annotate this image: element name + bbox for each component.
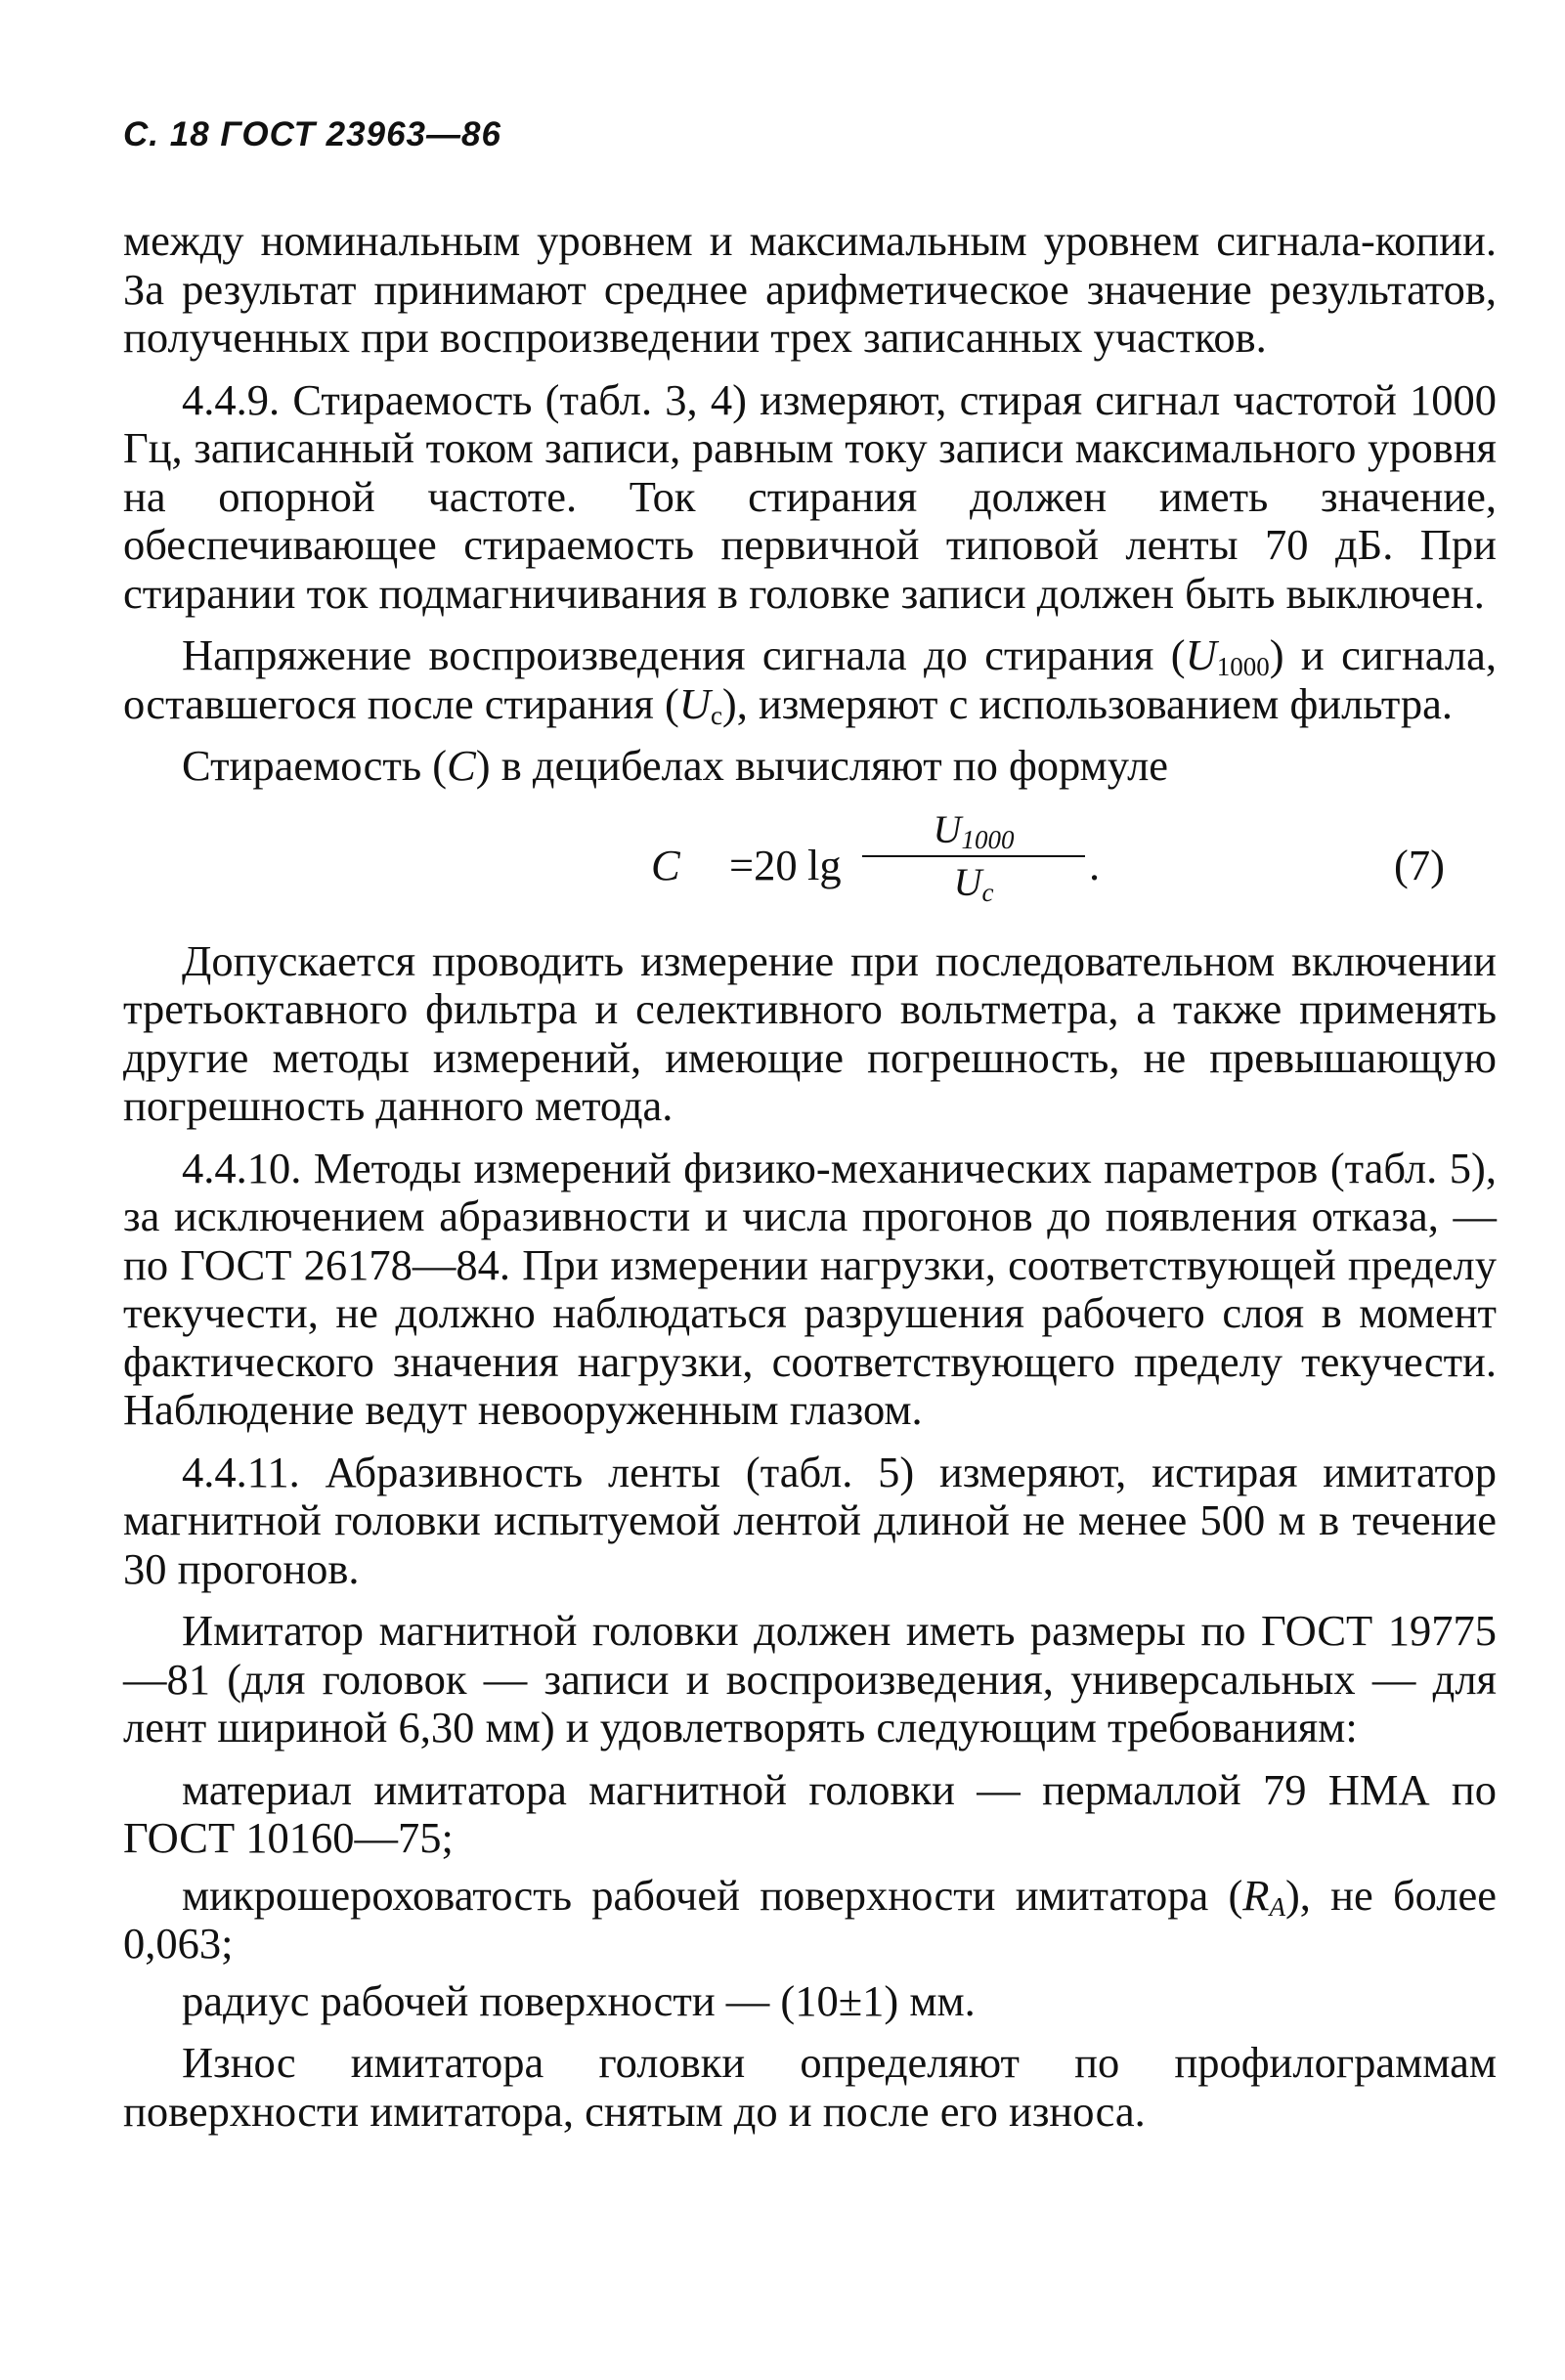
fraction-numerator: $U_{1000}$ xyxy=(933,806,1015,854)
formula-coef: =20 xyxy=(729,840,798,889)
formula-fraction xyxy=(862,806,1085,907)
paragraph-roughness: микрошероховатость рабочей поверхности имитатора $(R_A)$, не более 0,063; xyxy=(123,1870,1498,1968)
paragraph-4-4-9: 4.4.9. Стираемость (табл. 3, 4) измеряют, стирая сигнал частотой 1000 Гц, записанный током записи, равным току записи максимального уровня на опорной частоте. Ток стирания должен иметь значение, обеспечивающее стираемость первичной типовой ленты 70 дБ. При стирании ток подмагничивания в головке записи должен быть выключен. xyxy=(123,374,1497,618)
paragraph-voltage: Напряжение воспроизведения сигнала до стирания $(U_{1000})$ и сигнала, оставшегося после стирания $(U_с)$, измеряют с использованием фильтра. xyxy=(123,630,1497,730)
paragraph-4-4-11: 4.4.11. Абразивность ленты (табл. 5) измеряют, истирая имитатор магнитной головки испытуемой лентой длиной не менее 500 м в течение 30 прогонов. xyxy=(123,1447,1497,1593)
paragraph-allowed: Допускается проводить измерение при последовательном включении третьоктавного фильтра и селективного вольтметра, а также применять другие методы измерений, имеющие погрешность, не превышающую погрешность данного метода. xyxy=(123,935,1497,1130)
formula-7 xyxy=(123,808,1497,918)
body-text xyxy=(123,217,1497,2136)
paragraph-radius: радиус рабочей поверхности — (10±1) мм. xyxy=(182,1975,976,2025)
formula-lhs: С xyxy=(651,840,680,889)
page-header: С. 18 ГОСТ 23963—86 xyxy=(123,115,501,153)
formula-dot: . xyxy=(1089,840,1101,889)
fraction-bar xyxy=(862,855,1085,857)
formula-number: (7) xyxy=(1394,840,1445,889)
paragraph-simulator: Имитатор магнитной головки должен иметь размеры по ГОСТ 19775—81 (для головок — записи и воспроизведения, универсальных — для лент шириной 6,30 мм) и удовлетворять следующим требованиям: xyxy=(123,1606,1497,1752)
fraction-denominator: $U_с$ xyxy=(953,859,994,907)
paragraph-material: материал имитатора магнитной головки — пермаллой 79 НМА по ГОСТ 10160—75; xyxy=(123,1764,1497,1862)
paragraph-wear: Износ имитатора головки определяют по профилограммам поверхности имитатора, снятым до и после его износа. xyxy=(123,2038,1497,2136)
paragraph-formula-intro: Стираемость (С) в децибелах вычисляют по формуле xyxy=(182,741,1169,790)
paragraph-4-4-10: 4.4.10. Методы измерений физико-механических параметров (табл. 5), за исключением абразивности и числа прогонов до появления отказа, — по ГОСТ 26178—84. При измерении нагрузки, соответствующей пределу текучести, не должно наблюдаться разрушения рабочего слоя в момент фактического значения нагрузки, соответствующего пределу текучести. Наблюдение ведут невооруженным глазом. xyxy=(123,1143,1497,1434)
paragraph: между номинальным уровнем и максимальным уровнем сигнала-копии. За результат принимают среднее арифметическое значение результатов, полученных при воспроизведении трех записанных участков. xyxy=(123,216,1497,362)
formula-lg: lg xyxy=(807,840,842,889)
